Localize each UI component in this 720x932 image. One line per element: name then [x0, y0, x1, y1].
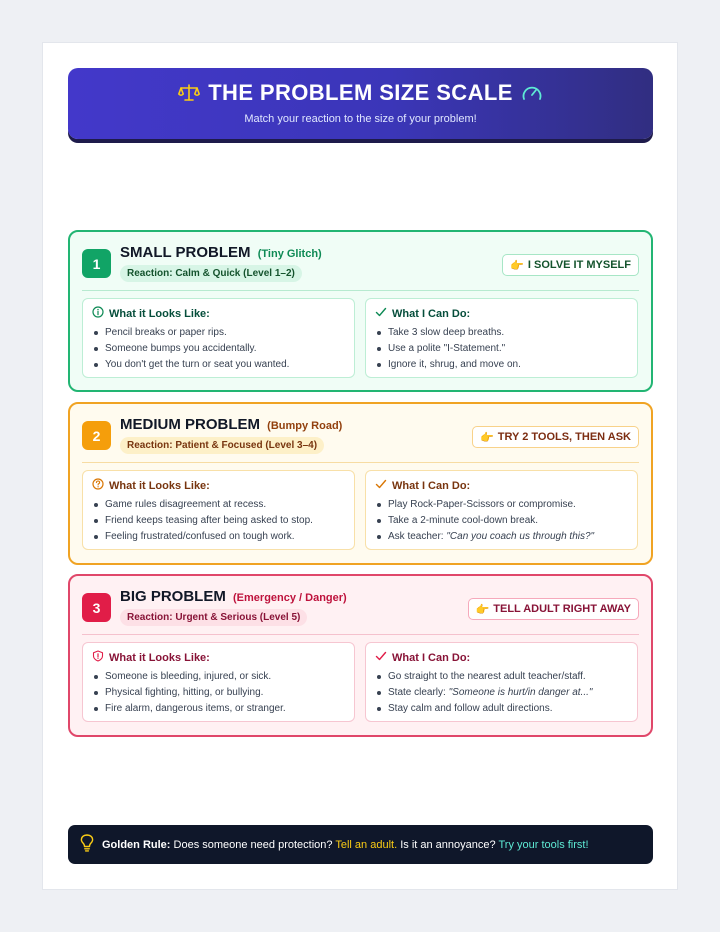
- question-one: Does someone need protection?: [173, 838, 333, 851]
- list-item: [375, 685, 628, 701]
- list-item: [375, 529, 628, 545]
- panel-heading-text: What I Can Do:: [392, 307, 471, 320]
- what-i-can-do-panel: [365, 642, 638, 722]
- card-title-text: SMALL PROBLEM: [120, 244, 251, 261]
- question-circle-icon: [92, 478, 104, 493]
- list-item: Stay calm and follow adult directions.: [375, 701, 628, 717]
- card-tag: (Emergency / Danger): [233, 592, 347, 604]
- panel-heading: [375, 306, 628, 321]
- what-i-can-do-panel: [365, 298, 638, 378]
- shield-alert-icon: [92, 650, 104, 665]
- action-badge: [468, 598, 639, 620]
- question-two: Is it an annoyance?: [400, 838, 496, 851]
- card-tag: (Tiny Glitch): [257, 248, 322, 260]
- reaction-pill: Reaction: Calm & Quick (Level 1–2): [120, 265, 302, 282]
- list-item: You don't get the turn or seat you wanted.: [92, 357, 345, 373]
- panel-heading-text: What it Looks Like:: [109, 479, 210, 492]
- looks-like-panel: [82, 642, 355, 722]
- pointing-hand-icon: 👉: [480, 431, 494, 444]
- gauge-icon: [521, 83, 543, 103]
- worksheet-page: [42, 42, 678, 890]
- reaction-pill: Reaction: Patient & Focused (Level 3–4): [120, 437, 324, 454]
- level-badge: 2: [82, 421, 111, 450]
- list-item: Play Rock-Paper-Scissors or compromise.: [375, 497, 628, 513]
- action-label: TELL ADULT RIGHT AWAY: [493, 603, 631, 615]
- check-icon: [375, 306, 387, 321]
- list-item: Friend keeps teasing after being asked to stop.: [92, 513, 345, 529]
- golden-rule-label: Golden Rule:: [102, 838, 171, 851]
- list-item: Feeling frustrated/confused on tough work.: [92, 529, 345, 545]
- list-item: Someone bumps you accidentally.: [92, 341, 345, 357]
- list-item: Pencil breaks or paper rips.: [92, 325, 345, 341]
- divider: [82, 462, 639, 463]
- card-title: [120, 588, 347, 605]
- panel-heading: [92, 650, 345, 665]
- list-item: Ignore it, shrug, and move on.: [375, 357, 628, 373]
- action-badge: [502, 254, 639, 276]
- panel-heading-text: What it Looks Like:: [109, 651, 210, 664]
- divider: [82, 290, 639, 291]
- action-badge: [472, 426, 639, 448]
- list-item-prefix: State clearly:: [388, 687, 449, 698]
- golden-rule-text: [102, 839, 589, 851]
- list-item: Take a 2-minute cool-down break.: [375, 513, 628, 529]
- list-item: Physical fighting, hitting, or bullying.: [92, 685, 345, 701]
- action-label: TRY 2 TOOLS, THEN ASK: [497, 431, 631, 443]
- panel-heading: [375, 478, 628, 493]
- golden-rule-banner: [68, 825, 653, 864]
- panel-heading-text: What I Can Do:: [392, 479, 471, 492]
- card-title-text: MEDIUM PROBLEM: [120, 416, 260, 433]
- scale-icon: [178, 83, 200, 103]
- page-header: [68, 68, 653, 139]
- small-problem-card: [68, 230, 653, 392]
- reaction-pill: Reaction: Urgent & Serious (Level 5): [120, 609, 307, 626]
- pointing-hand-icon: 👉: [475, 603, 490, 616]
- page-title: THE PROBLEM SIZE SCALE: [208, 80, 513, 105]
- list-item: Someone is bleeding, injured, or sick.: [92, 669, 345, 685]
- panel-heading: [92, 478, 345, 493]
- list-item: Take 3 slow deep breaths.: [375, 325, 628, 341]
- what-i-can-do-panel: [365, 470, 638, 550]
- panel-heading-text: What I Can Do:: [392, 651, 471, 664]
- looks-like-panel: [82, 298, 355, 378]
- answer-two: Try your tools first!: [498, 838, 589, 851]
- page-subtitle: Match your reaction to the size of your problem!: [244, 113, 477, 125]
- medium-problem-card: [68, 402, 653, 565]
- panel-heading: [92, 306, 345, 321]
- list-item: Go straight to the nearest adult teacher/staff.: [375, 669, 628, 685]
- list-item: Use a polite "I-Statement.": [375, 341, 628, 357]
- divider: [82, 634, 639, 635]
- list-item-quote: "Can you coach us through this?": [446, 531, 595, 542]
- check-icon: [375, 650, 387, 665]
- list-item: Fire alarm, dangerous items, or stranger.: [92, 701, 345, 717]
- card-title: [120, 244, 322, 261]
- list-item-quote: "Someone is hurt/in danger at...": [448, 687, 593, 698]
- looks-like-panel: [82, 470, 355, 550]
- panel-heading-text: What it Looks Like:: [109, 307, 210, 320]
- action-label: I SOLVE IT MYSELF: [527, 259, 631, 271]
- lightbulb-icon: [80, 834, 94, 855]
- big-problem-card: [68, 574, 653, 737]
- card-tag: (Bumpy Road): [267, 420, 343, 432]
- level-badge: 3: [82, 593, 111, 622]
- pointing-hand-icon: 👉: [510, 259, 524, 272]
- panel-heading: [375, 650, 628, 665]
- list-item-prefix: Ask teacher:: [388, 531, 447, 542]
- card-title: [120, 416, 342, 433]
- answer-one: Tell an adult.: [335, 838, 398, 851]
- level-badge: 1: [82, 249, 111, 278]
- check-icon: [375, 478, 387, 493]
- list-item: Game rules disagreement at recess.: [92, 497, 345, 513]
- card-title-text: BIG PROBLEM: [120, 588, 226, 605]
- info-circle-icon: [92, 306, 104, 321]
